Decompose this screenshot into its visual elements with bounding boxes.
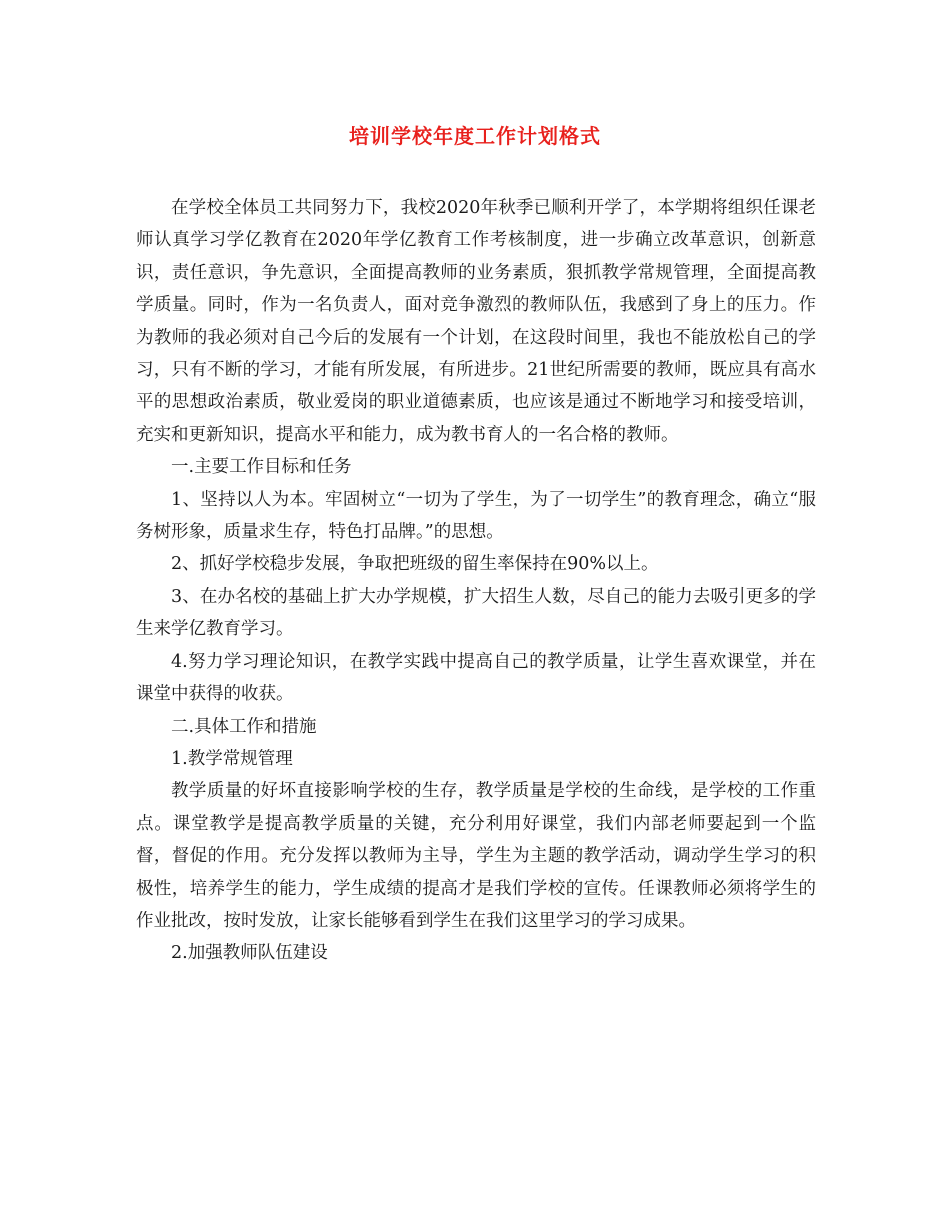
document-title: 培训学校年度工作计划格式: [349, 124, 601, 148]
section-heading-goals: 一.主要工作目标和任务: [171, 457, 352, 478]
teaching-management-paragraph: 教学质量的好坏直接影响学校的生存，教学质量是学校的生命线，是学校的工作重点。课堂教学是提高教学质量的关键，充分利用好课堂，我们内部老师要起到一个监督，督促的作用。充分发挥以教师为主导，学生为主题的教学活动，调动学生学习的积极性，培养学生的能力，学生成绩的提高才是我们学校的宣传。任课教师必须将学生的作业批改，按时发放，让家长能够看到学生在我们这里学习的学习成果。: [136, 781, 816, 931]
goal-item-4: 4.努力学习理论知识，在教学实践中提高自己的教学质量，让学生喜欢课堂，并在课堂中获得的收获。: [136, 651, 816, 705]
goal-item-1: 1、坚持以人为本。牢固树立“一切为了学生，为了一切学生”的教育理念，确立“服务树形象，质量求生存，特色打品牌。”的思想。: [136, 489, 816, 543]
document-body: [136, 192, 816, 970]
section-heading-measures: 二.具体工作和措施: [171, 716, 317, 737]
goal-item-3: 3、在办名校的基础上扩大办学规模，扩大招生人数，尽自己的能力去吸引更多的学生来学亿教育学习。: [136, 586, 816, 640]
goal-item-2: 2、抓好学校稳步发展，争取把班级的留生率保持在90%以上。: [171, 554, 659, 575]
subheading-teaching-management: 1.教学常规管理: [171, 748, 293, 769]
intro-paragraph: 在学校全体员工共同努力下，我校2020年秋季已顺利开学了，本学期将组织任课老师认真学习学亿教育在2020年学亿教育工作考核制度，进一步确立改革意识，创新意识，责任意识，争先意识，全面提高教师的业务素质，狠抓教学常规管理，全面提高教学质量。同时，作为一名负责人，面对竞争激烈的教师队伍，我感到了身上的压力。作为教师的我必须对自己今后的发展有一个计划，在这段时间里，我也不能放松自己的学习，只有不断的学习，才能有所发展，有所进步。21世纪所需要的教师，既应具有高水平的思想政治素质，敬业爱岗的职业道德素质，也应该是通过不断地学习和接受培训，充实和更新知识，提高水平和能力，成为教书育人的一名合格的教师。: [136, 198, 816, 445]
subheading-teacher-team: 2.加强教师队伍建设: [171, 943, 328, 964]
